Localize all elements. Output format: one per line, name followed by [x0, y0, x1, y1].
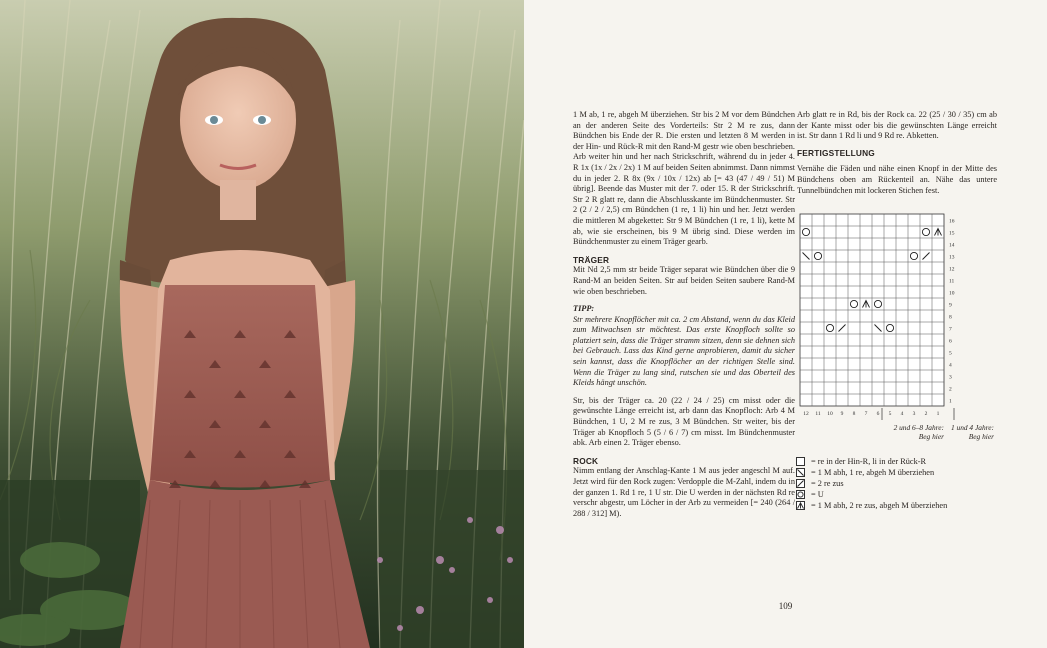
column-number: 3	[912, 411, 916, 417]
column-number: 12	[803, 411, 809, 417]
paragraph-front-part: 1 M ab, 1 re, abgeh M überziehen. Str bis 2 M vor dem Bündchen an der anderen Seite des Vorderteils: Str 2 M re zus, dann Bündchen bis Ende der R. Die ersten und letzten 8 M werden in der Hin- und Rück-R mit den Rand-M gestr wie oben beschrieben. Arb weiter hin und her nach Strickschrift, während du in jeder 4. R 1x (1x / 2x / 2x) 1 M auf beiden Seiten abnimmst. Dann nimmst du in jeder 2. R 8x (9x / 10x / 12x) ab [= 43 (47 / 49 / 51) M übrig]. Beende das Muster mit der 7. oder 15. R der Strickschrift. Str 2 R glatt re, dann die Abschlusskante im Bündchenmuster. Str 2 (2 / 2 / 2,5) cm Bündchen (1 re, 1 li) hin und her. Jetzt werden die mittleren M abgekettet: Str 9 M Bündchen (1 re, 1 li), kette M ab, wie sie erscheinen, bis 9 M übrig sind. Diese werden im Bündchenmuster zu einem Träger gearb.	[573, 110, 795, 247]
row-number: 10	[949, 290, 955, 297]
paragraph-rock: Nimm entlang der Anschlag-Kante 1 M aus jeder angeschl M auf. Jetzt wird für den Rock zugen: Verdopple die M-Zahl, indem du in der ganzen 1. Rd 1 re, 1 U str. Die U werden in der nächsten Rd re verschr abgestr, um Löcher in der Arb zu vermeiden [= 240 (264 / 288 / 312] M).	[573, 466, 795, 518]
legend-label-double-decrease: = 1 M abh, 2 re zus, abgeh M überziehen	[811, 501, 948, 510]
chart-row-numbers	[949, 218, 955, 404]
row-number: 12	[949, 266, 955, 273]
chart-grid	[800, 214, 944, 406]
legend-label-k2tog: = 2 re zus	[811, 479, 844, 488]
column-number: 10	[827, 411, 833, 417]
text-page	[524, 0, 1047, 648]
heading-traeger: TRÄGER	[573, 254, 610, 265]
right-text-column	[797, 110, 997, 202]
chart-note-right	[936, 424, 994, 441]
row-number: 8	[949, 314, 952, 321]
column-number: 9	[840, 411, 844, 417]
row-number: 2	[949, 386, 952, 393]
legend-label-ssk: = 1 M abh, 1 re, abgeh M überziehen	[811, 468, 935, 477]
heading-fertigstellung: FERTIGSTELLUNG	[797, 147, 875, 158]
paragraph-rock-continued: Arb glatt re in Rd, bis der Rock ca. 22 (25 / 30 / 35) cm ab der Kante misst oder bis die gewünschten Länge erreicht ist. Str dann 1 Rd li und 9 Rd re. Abketten.	[797, 110, 997, 141]
backslash-icon	[796, 468, 805, 477]
row-number: 16	[949, 218, 955, 225]
left-text-column	[573, 110, 795, 526]
row-number: 15	[949, 230, 955, 237]
column-number: 7	[864, 411, 868, 417]
heading-rock: ROCK	[573, 455, 599, 466]
row-number: 3	[949, 374, 952, 381]
legend-label-knit: = re in der Hin-R, li in der Rück-R	[811, 457, 927, 466]
column-number: 1	[936, 411, 940, 417]
circle-icon	[796, 490, 805, 499]
column-number: 5	[888, 411, 892, 417]
paragraph-traeger: Mit Nd 2,5 mm str beide Träger separat wie Bündchen über die 9 Rand-M an beiden Seiten. Str auf beiden Seiten saubere Rand-M wie oben beschrieben.	[573, 265, 795, 296]
chart-legend	[796, 456, 947, 511]
row-number: 14	[949, 242, 955, 249]
empty-square-icon	[796, 457, 805, 466]
legend-item-k2tog	[796, 478, 947, 489]
legend-item-double-decrease	[796, 500, 947, 511]
row-number: 6	[949, 338, 952, 345]
row-number: 7	[949, 326, 952, 333]
column-number: 8	[852, 411, 856, 417]
note-right-line2: Beg hier	[968, 431, 994, 441]
legend-label-yo: = U	[811, 490, 824, 499]
legend-item-yo	[796, 489, 947, 500]
row-number: 13	[949, 254, 955, 261]
chart-note-left	[854, 424, 944, 441]
chart-column-numbers	[803, 411, 939, 417]
row-number: 4	[949, 362, 952, 369]
page-number: 109	[778, 601, 793, 611]
column-number: 2	[924, 411, 928, 417]
column-number: 6	[876, 411, 880, 417]
row-number: 5	[949, 350, 952, 357]
legend-item-ssk	[796, 467, 947, 478]
double-decrease-icon	[796, 501, 805, 510]
note-left-line2: Beg hier	[918, 431, 944, 441]
paragraph-tipp: Str mehrere Knopflöcher mit ca. 2 cm Abstand, wenn du das Kleid zum Mitwachsen str möchtest. Das erste Knopfloch sollte so platziert sein, dass die Träger stramm sitzen, denn sie dehnen sich bei Gebrauch. Lass das Kind gerne anprobieren, damit du sicher sein kannst, dass die Knopflöcher an der richtigen Stelle sind. Wenn die Träger zu lang sind, rutschen sie und das Oberteil des Kleids hängt unschön.	[573, 314, 795, 388]
row-number: 1	[949, 398, 952, 405]
note-left-line1: 2 und 6–8 Jahre:	[893, 423, 944, 432]
row-number: 11	[949, 278, 955, 285]
legend-item-knit	[796, 456, 947, 467]
column-number: 4	[900, 411, 904, 417]
note-right-line1: 1 und 4 Jahre:	[950, 423, 994, 432]
slash-icon	[796, 479, 805, 488]
paragraph-buttonhole: Str, bis der Träger ca. 20 (22 / 24 / 25) cm misst oder die gewünschte Länge erreicht ist, arb dann das Knopfloch: Arb 4 M Bündchen, 1 U, 2 M re zus, 3 M Bündchen. Str weiter, bis der Träger ab Knopfloch 5 (5 / 6 / 7) cm misst. Im Bündchenmuster abk. Arb einen 2. Träger ebenso.	[573, 395, 795, 448]
column-number: 11	[815, 411, 821, 417]
row-number: 9	[949, 302, 952, 309]
knitting-chart	[796, 208, 996, 444]
paragraph-fertigstellung: Vernähe die Fäden und nähe einen Knopf in der Mitte des Bündchens oben am Rückenteil an. Nähe das untere Tunnelbündchen mit lockeren Stichen fest.	[797, 164, 997, 195]
heading-tipp: TIPP:	[573, 304, 595, 314]
